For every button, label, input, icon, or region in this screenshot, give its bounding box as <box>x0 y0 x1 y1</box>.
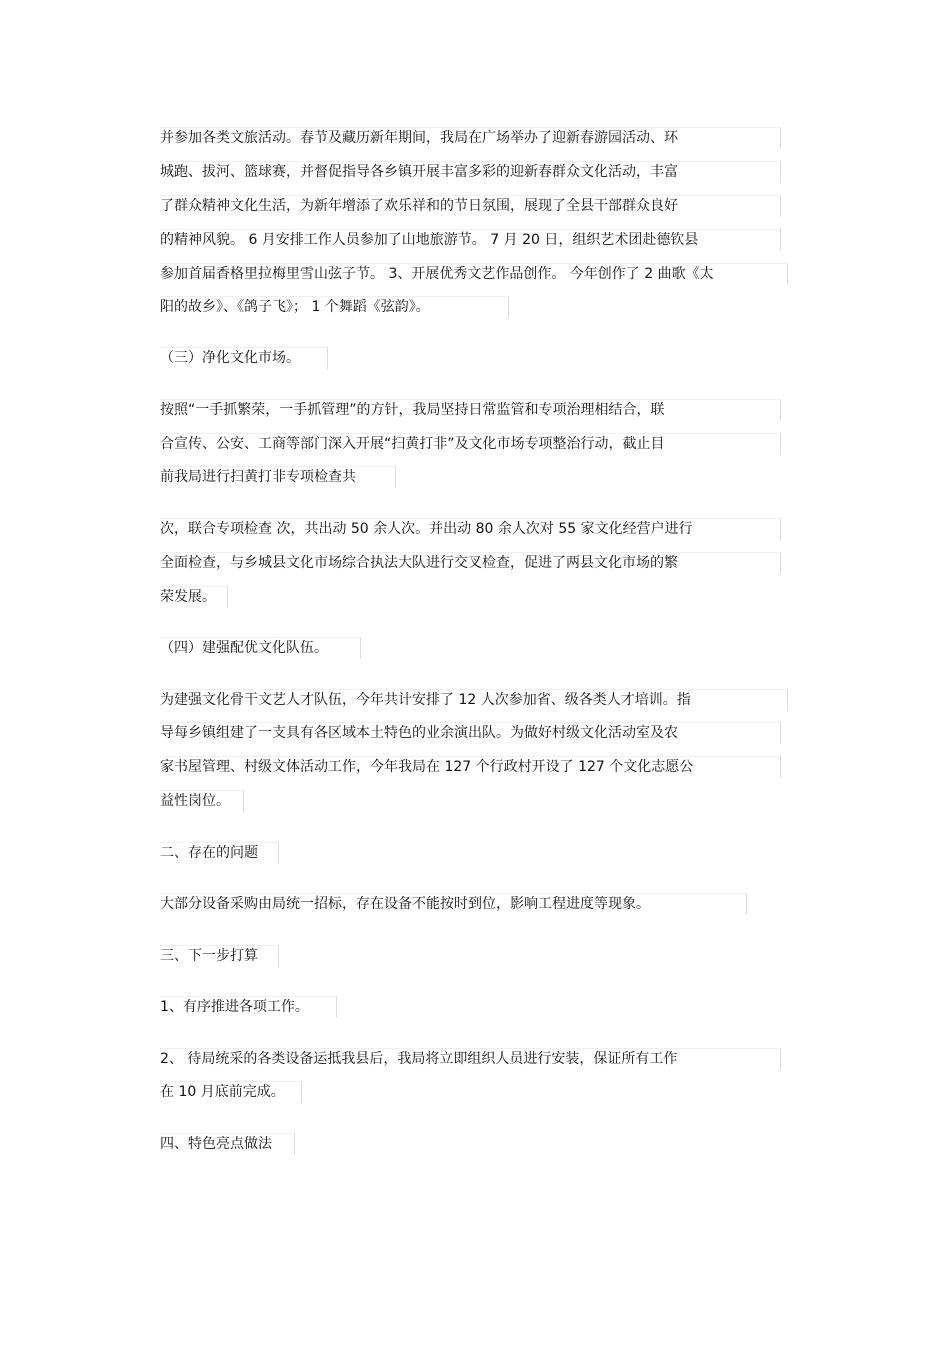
text-line-15: 家书屋管理、村级文体活动工作，今年我局在 127 个行政村开设了 127 个文化志愿公 <box>160 756 781 778</box>
text-line-3: 了群众精神文化生活，为新年增添了欢乐祥和的节日氛围，展现了全县干部群众良好 <box>160 195 781 217</box>
text-line-9: 前我局进行扫黄打非专项检查共 <box>160 466 396 488</box>
text-line-17: 大部分设备采购由局统一招标，存在设备不能按时到位，影响工程进度等现象。 <box>160 893 747 915</box>
text-line-14: 导每乡镇组建了一支具有各区域本土特色的业余演出队。为做好村级文化活动室及农 <box>160 722 781 744</box>
text-line-18: 1、有序推进各项工作。 <box>160 996 337 1018</box>
section-heading-3: （三）净化文化市场。 <box>160 347 328 369</box>
text-line-1: 并参加各类文旅活动。春节及藏历新年期间，我局在广场举办了迎新春游园活动、环 <box>160 127 781 149</box>
text-line-5: 参加首届香格里拉梅里雪山弦子节。 3、开展优秀文艺作品创作。 今年创作了 2 曲歌《太 <box>160 263 788 285</box>
text-line-16: 益性岗位。 <box>160 790 244 812</box>
heading-problems: 二、存在的问题 <box>160 842 279 864</box>
text-line-6: 阳的故乡》、《鸽子飞》； 1 个舞蹈《弦韵》。 <box>160 296 509 318</box>
text-line-13: 为建强文化骨干文艺人才队伍，今年共计安排了 12 人次参加省、级各类人才培训。指 <box>160 689 788 711</box>
text-line-4: 的精神风貌。 6 月安排工作人员参加了山地旅游节。 7 月 20 日，组织艺术团赴德钦县 <box>160 229 781 251</box>
text-line-12: 荣发展。 <box>160 586 228 608</box>
text-line-19: 2、 待局统采的各类设备运抵我县后，我局将立即组织人员进行安装，保证所有工作 <box>160 1048 781 1070</box>
heading-next-steps: 三、下一步打算 <box>160 945 279 967</box>
heading-highlights: 四、特色亮点做法 <box>160 1133 295 1155</box>
text-line-10: 次，联合专项检查 次，共出动 50 余人次。并出动 80 余人次对 55 家文化经营户进行 <box>160 518 781 540</box>
text-line-2: 城跑、拔河、篮球赛，并督促指导各乡镇开展丰富多彩的迎新春群众文化活动，丰富 <box>160 161 781 183</box>
text-line-7: 按照“一手抓繁荣，一手抓管理”的方针，我局坚持日常监管和专项治理相结合，联 <box>160 399 781 421</box>
text-line-8: 合宣传、公安、工商等部门深入开展“扫黄打非”及文化市场专项整治行动，截止目 <box>160 433 781 455</box>
text-line-11: 全面检查，与乡城县文化市场综合执法大队进行交叉检查，促进了两县文化市场的繁 <box>160 552 781 574</box>
text-line-20: 在 10 月底前完成。 <box>160 1081 302 1103</box>
section-heading-4: （四）建强配优文化队伍。 <box>160 637 361 659</box>
